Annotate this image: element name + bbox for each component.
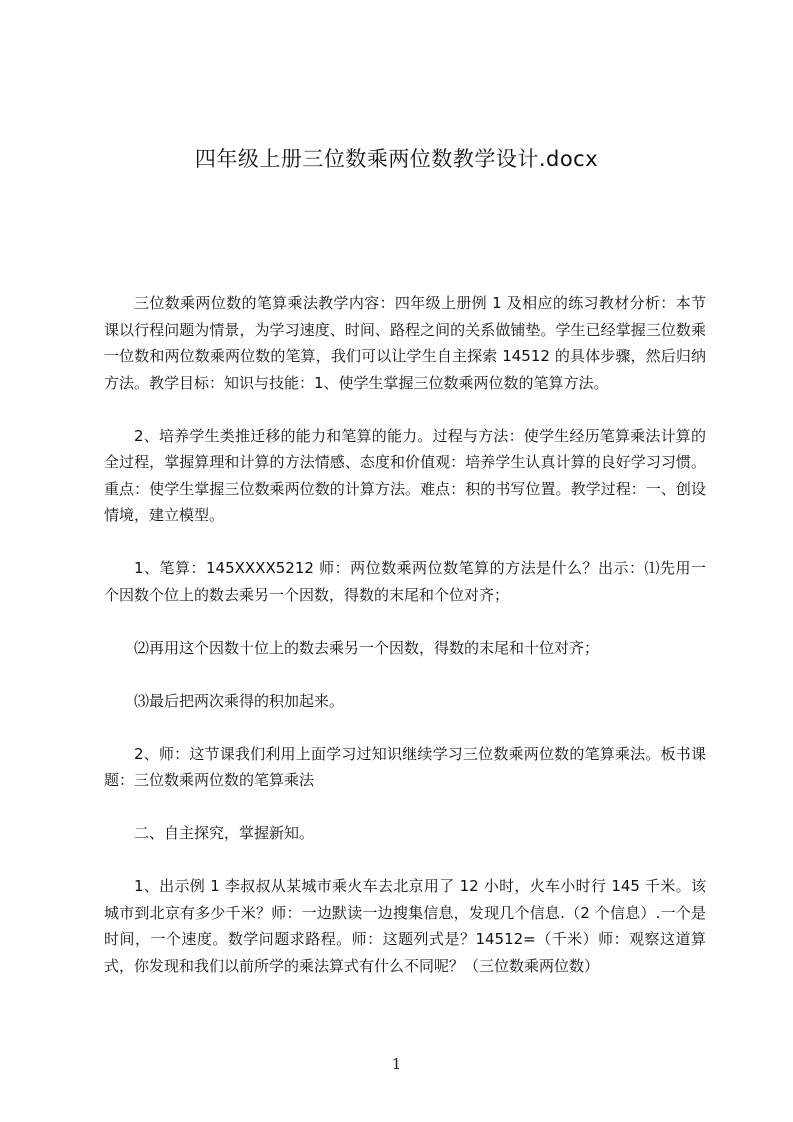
document-body	[104, 290, 706, 1006]
paragraph: 2、培养学生类推迁移的能力和笔算的能力。过程与方法：使学生经历笔算乘法计算的全过程，掌握算理和计算的方法情感、态度和价值观：培养学生认真计算的良好学习习惯。重点：使学生掌握三位数乘两位数的计算方法。难点：积的书写位置。教学过程：一、创设情境，建立模型。	[104, 426, 706, 524]
paragraph: 1、出示例 1 李叔叔从某城市乘火车去北京用了 12 小时，火车小时行 145 千米。该城市到北京有多少千米？师：一边默读一边搜集信息，发现几个信息.（2 个信息）.一个是时间，一个速度。数学问题求路程。师：这题列式是？14512=（千米）师：观察这道算式，你发现和我们以前所学的乘法算式有什么不同呢？（三位数乘两位数）	[104, 877, 706, 975]
paragraph: 二、自主探究，掌握新知。	[134, 824, 315, 842]
paragraph: ⑶最后把两次乘得的积加起来。	[134, 691, 345, 710]
paragraph: 1、笔算：145XXXX5212 师：两位数乘两位数笔算的方法是什么？出示：⑴先用一个因数个位上的数去乘另一个因数，得数的末尾和个位对齐；	[104, 559, 706, 604]
page-number: 1	[391, 1055, 402, 1073]
document-title: 四年级上册三位数乘两位数教学设计.docx	[194, 147, 599, 171]
paragraph: 三位数乘两位数的笔算乘法教学内容：四年级上册例 1 及相应的练习教材分析：本节课以行程问题为情景，为学习速度、时间、路程之间的关系做铺垫。学生已经掌握三位数乘一位数和两位数乘两位数的笔算，我们可以让学生自主探索 14512 的具体步骤，然后归纳方法。教学目标：知识与技能：1、使学生掌握三位数乘两位数的笔算方法。	[104, 294, 706, 392]
paragraph: 2、师：这节课我们利用上面学习过知识继续学习三位数乘两位数的笔算乘法。板书课题：三位数乘两位数的笔算乘法	[104, 744, 706, 789]
paragraph: ⑵再用这个因数十位上的数去乘另一个因数，得数的末尾和十位对齐；	[134, 638, 600, 657]
